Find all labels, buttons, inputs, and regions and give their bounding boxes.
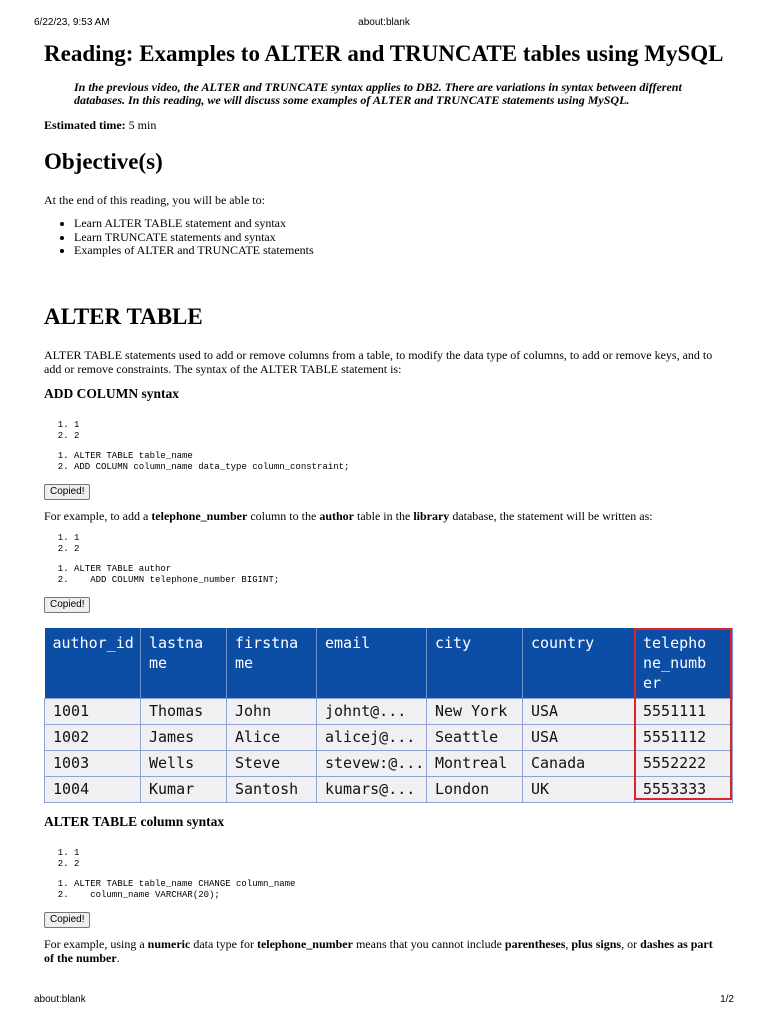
- table-cell: UK: [523, 776, 635, 802]
- line-number-list: [44, 420, 724, 442]
- text-run: ,: [565, 936, 572, 951]
- example2-text: [44, 937, 724, 965]
- alter-column-heading: ALTER TABLE column syntax: [44, 813, 225, 829]
- table-row: [45, 776, 733, 802]
- code-line: 1. ALTER TABLE table_name CHANGE column_name: [74, 879, 724, 890]
- text-run: , or: [621, 936, 641, 951]
- footer-url: about:blank: [34, 994, 86, 1005]
- table-cell: Montreal: [427, 750, 523, 776]
- objective-item: • Learn TRUNCATE statements and syntax: [74, 231, 724, 245]
- text-run: data type for: [190, 936, 257, 951]
- table-cell: John: [227, 698, 317, 724]
- code-line: 2. ADD COLUMN telephone_number BIGINT;: [74, 575, 724, 586]
- bold-term: plus signs: [571, 936, 622, 951]
- document-page: [44, 40, 724, 975]
- table-cell: 1002: [45, 724, 141, 750]
- text-run: .: [116, 950, 120, 965]
- table-header-row: [45, 628, 733, 699]
- text-run: means that you cannot include: [352, 936, 505, 951]
- table-cell: Kumar: [141, 776, 227, 802]
- table-row: [45, 698, 733, 724]
- table-cell: London: [427, 776, 523, 802]
- example1-text: [44, 509, 724, 523]
- line-number: 2. 2: [74, 544, 724, 555]
- table-cell: Santosh: [227, 776, 317, 802]
- table-cell: James: [141, 724, 227, 750]
- line-number: 1. 1: [74, 533, 724, 544]
- line-number: 2. 2: [74, 859, 724, 870]
- line-number: 1. 1: [74, 848, 724, 859]
- copy-button[interactable]: Copied!: [44, 912, 90, 928]
- add-column-heading: ADD COLUMN syntax: [44, 385, 179, 401]
- table-cell: stevew:@...: [317, 750, 427, 776]
- text-run: For example, to add a: [44, 508, 152, 523]
- line-number-list: [44, 533, 724, 555]
- add-column-code: [44, 420, 724, 473]
- code-lines[interactable]: [44, 451, 724, 473]
- table-cell: Seattle: [427, 724, 523, 750]
- column-header: firstna me: [227, 628, 317, 699]
- copy-button[interactable]: Copied!: [44, 597, 90, 613]
- author-table: [44, 628, 733, 803]
- line-number-list: [44, 848, 724, 870]
- alter-description: ALTER TABLE statements used to add or remove columns from a table, to modify the data type of columns, to add or remove keys, and to add or remove constraints. The syntax of the ALTER TABLE statement is:: [44, 347, 713, 376]
- text-run: column to the: [247, 508, 320, 523]
- print-datetime: 6/22/23, 9:53 AM: [34, 17, 110, 28]
- table-cell: 1001: [45, 698, 141, 724]
- table-cell: 1004: [45, 776, 141, 802]
- table-cell: 5552222: [635, 750, 733, 776]
- code-lines[interactable]: [44, 564, 724, 586]
- code-lines[interactable]: [44, 879, 724, 901]
- alter-table-heading: ALTER TABLE: [44, 303, 203, 329]
- text-run: For example, using a: [44, 936, 148, 951]
- copy-button[interactable]: Copied!: [44, 484, 90, 500]
- code-line: 1. ALTER TABLE table_name: [74, 451, 724, 462]
- column-header: email: [317, 628, 427, 699]
- estimated-time-label: Estimated time:: [44, 118, 126, 132]
- objectives-heading: Objective(s): [44, 149, 163, 174]
- print-url: about:blank: [358, 17, 410, 28]
- table-cell: 5551112: [635, 724, 733, 750]
- bold-term: parentheses: [504, 936, 566, 951]
- table-cell: Alice: [227, 724, 317, 750]
- objective-item: • Learn ALTER TABLE statement and syntax: [74, 217, 724, 231]
- text-run: table in the: [353, 508, 414, 523]
- page-number: 1/2: [720, 994, 734, 1005]
- author-table-image: [44, 628, 732, 800]
- bold-term: telephone_number: [256, 936, 353, 951]
- table-cell: USA: [523, 724, 635, 750]
- objectives-list: [44, 217, 724, 258]
- line-number: 2. 2: [74, 431, 724, 442]
- table-cell: Wells: [141, 750, 227, 776]
- table-cell: johnt@...: [317, 698, 427, 724]
- bold-term: numeric: [147, 936, 191, 951]
- table-cell: 5553333: [635, 776, 733, 802]
- print-footer: [0, 994, 768, 1008]
- column-header: author_id: [45, 628, 141, 699]
- code-line: 2. column_name VARCHAR(20);: [74, 890, 724, 901]
- table-cell: New York: [427, 698, 523, 724]
- objective-item: • Examples of ALTER and TRUNCATE statements: [74, 244, 724, 258]
- estimated-time-value: 5 min: [128, 118, 157, 132]
- example1-code: [44, 533, 724, 586]
- page-title: Reading: Examples to ALTER and TRUNCATE tables using MySQL: [44, 41, 724, 66]
- table-cell: Thomas: [141, 698, 227, 724]
- bold-term: telephone_number: [151, 508, 248, 523]
- table-cell: Steve: [227, 750, 317, 776]
- table-row: [45, 750, 733, 776]
- table-cell: kumars@...: [317, 776, 427, 802]
- bold-term: dashes as part of the number: [44, 936, 713, 965]
- alter-column-code: [44, 848, 724, 901]
- table-cell: 1003: [45, 750, 141, 776]
- print-header: [0, 17, 768, 31]
- table-row: [45, 724, 733, 750]
- table-cell: Canada: [523, 750, 635, 776]
- column-header-highlighted: telepho ne_numb er: [635, 628, 733, 699]
- column-header: country: [523, 628, 635, 699]
- bold-term: library: [413, 508, 450, 523]
- objectives-lead: At the end of this reading, you will be able to:: [44, 193, 265, 207]
- text-run: database, the statement will be written as:: [449, 508, 653, 523]
- bold-term: author: [319, 508, 354, 523]
- line-number: 1. 1: [74, 420, 724, 431]
- column-header: city: [427, 628, 523, 699]
- column-header: lastna me: [141, 628, 227, 699]
- code-line: 1. ALTER TABLE author: [74, 564, 724, 575]
- intro-text: In the previous video, the ALTER and TRUNCATE syntax applies to DB2. There are variations in syntax between different databases. In this reading, we will discuss some examples of ALTER and TRUNCATE statements using MySQL.: [74, 80, 682, 107]
- table-cell: alicej@...: [317, 724, 427, 750]
- table-cell: 5551111: [635, 698, 733, 724]
- code-line: 2. ADD COLUMN column_name data_type column_constraint;: [74, 462, 724, 473]
- estimated-time: [44, 118, 724, 133]
- table-cell: USA: [523, 698, 635, 724]
